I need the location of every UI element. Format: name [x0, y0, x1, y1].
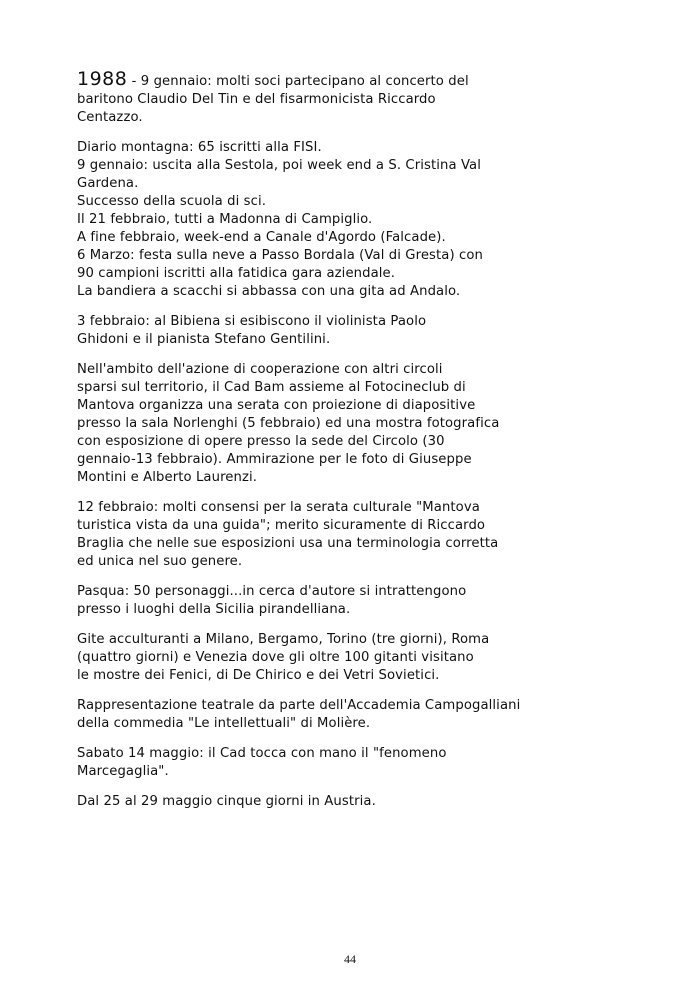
paragraph-5	[77, 499, 527, 571]
text-line: gennaio-13 febbraio). Ammirazione per le foto di Giuseppe	[77, 452, 472, 467]
paragraph-10	[77, 793, 527, 811]
paragraph-1	[77, 70, 527, 127]
text-line: turistica vista da una guida"; merito sicuramente di Riccardo	[77, 518, 486, 533]
text-line: Sabato 14 maggio: il Cad tocca con mano il "fenomeno	[77, 746, 447, 761]
text-line: 9 gennaio: uscita alla Sestola, poi week end a S. Cristina Val	[77, 158, 481, 173]
paragraph-9	[77, 745, 527, 781]
text-line: Dal 25 al 29 maggio cinque giorni in Austria.	[77, 794, 376, 809]
text-line: Marcegaglia".	[77, 764, 169, 779]
text-line: ed unica nel suo genere.	[77, 554, 243, 569]
text-line: Il 21 febbraio, tutti a Madonna di Campiglio.	[77, 212, 373, 227]
text-line: Gardena.	[77, 176, 139, 191]
document-body	[77, 70, 527, 823]
text-line: 6 Marzo: festa sulla neve a Passo Bordala (Val di Gresta) con	[77, 248, 483, 263]
text-line: Gite acculturanti a Milano, Bergamo, Torino (tre giorni), Roma	[77, 632, 490, 647]
text-line: Centazzo.	[77, 110, 143, 125]
page-number: 44	[344, 952, 356, 966]
text-line: Successo della scuola di sci.	[77, 194, 267, 209]
text-line: Braglia che nelle sue esposizioni usa una terminologia corretta	[77, 536, 499, 551]
text-line: - 9 gennaio: molti soci partecipano al concerto del	[131, 74, 469, 89]
text-line: Ghidoni e il pianista Stefano Gentilini.	[77, 332, 331, 347]
text-line: 12 febbraio: molti consensi per la serata culturale "Mantova	[77, 500, 480, 515]
text-line: sparsi sul territorio, il Cad Bam assieme al Fotocineclub di	[77, 380, 466, 395]
text-line: con esposizione di opere presso la sede del Circolo (30	[77, 434, 445, 449]
text-line: presso la sala Norlenghi (5 febbraio) ed una mostra fotografica	[77, 416, 500, 431]
text-line: della commedia "Le intellettuali" di Molière.	[77, 716, 371, 731]
text-line: Nell'ambito dell'azione di cooperazione con altri circoli	[77, 362, 443, 377]
text-line	[77, 70, 527, 91]
paragraph-7	[77, 631, 527, 685]
paragraph-4	[77, 361, 527, 487]
text-line: (quattro giorni) e Venezia dove gli oltre 100 gitanti visitano	[77, 650, 474, 665]
text-line: le mostre dei Fenici, di De Chirico e dei Vetri Sovietici.	[77, 668, 440, 683]
text-line: baritono Claudio Del Tin e del fisarmonicista Riccardo	[77, 92, 436, 107]
year-heading: 1988	[77, 68, 128, 90]
text-line: A fine febbraio, week-end a Canale d'Agordo (Falcade).	[77, 230, 446, 245]
text-line: Rappresentazione teatrale da parte dell'Accademia Campogalliani	[77, 698, 521, 713]
paragraph-3	[77, 313, 527, 349]
text-line: presso i luoghi della Sicilia pirandelliana.	[77, 602, 351, 617]
paragraph-8	[77, 697, 527, 733]
text-line: 90 campioni iscritti alla fatidica gara aziendale.	[77, 266, 396, 281]
paragraph-2	[77, 139, 527, 301]
paragraph-6	[77, 583, 527, 619]
text-line: Pasqua: 50 personaggi...in cerca d'autore si intrattengono	[77, 584, 467, 599]
text-line: Montini e Alberto Laurenzi.	[77, 470, 258, 485]
text-line: Diario montagna: 65 iscritti alla FISI.	[77, 140, 322, 155]
text-line: La bandiera a scacchi si abbassa con una gita ad Andalo.	[77, 284, 461, 299]
text-line: 3 febbraio: al Bibiena si esibiscono il violinista Paolo	[77, 314, 427, 329]
text-line: Mantova organizza una serata con proiezione di diapositive	[77, 398, 476, 413]
